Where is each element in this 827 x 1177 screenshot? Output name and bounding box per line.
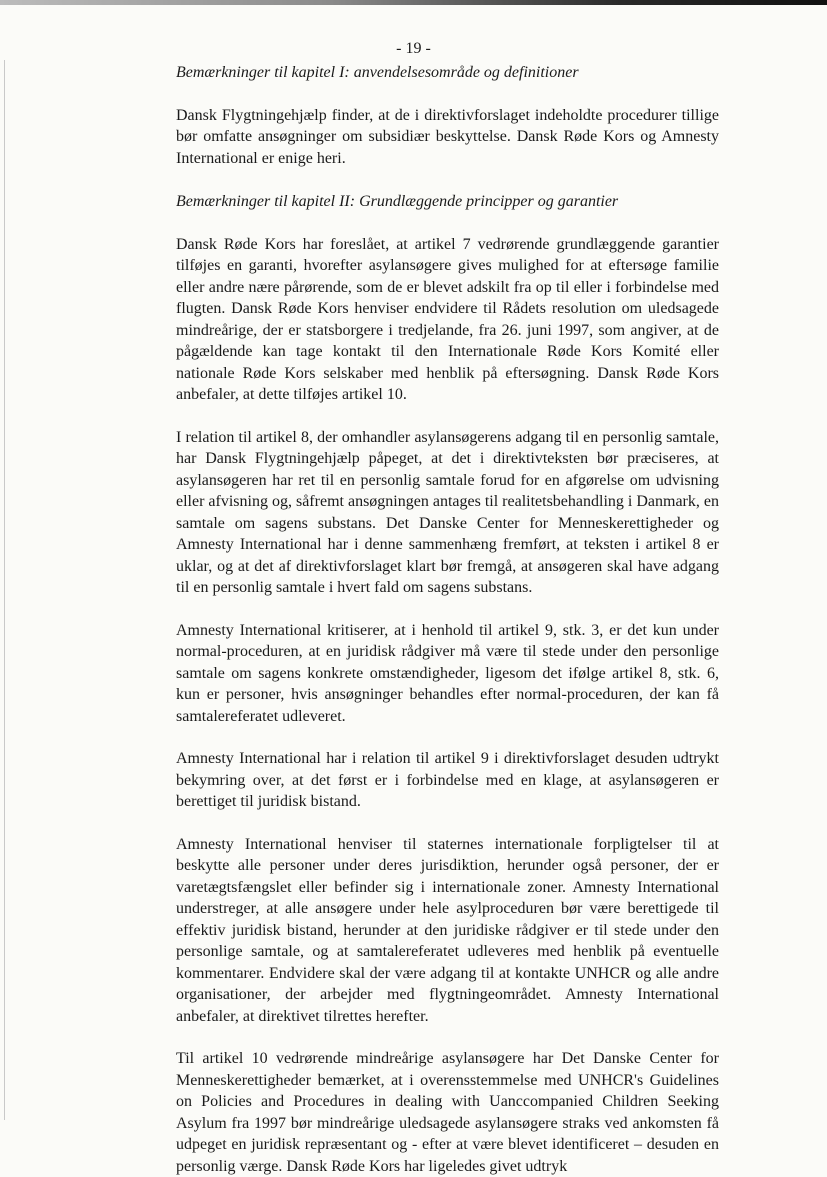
left-margin-rule — [4, 60, 5, 1120]
document-body — [176, 62, 719, 1177]
page-number: - 19 - — [396, 40, 431, 57]
paragraph: Dansk Flygtningehjælp finder, at de i direktivforslaget indeholdte procedurer tillige bør omfatte ansøgninger om subsidiær beskyttelse. Dansk Røde Kors og Amnesty International er enige heri. — [176, 106, 719, 167]
section-heading-chapter-1: Bemærkninger til kapitel I: anvendelsesområde og definitioner — [176, 64, 579, 81]
paragraph: Til artikel 10 vedrørende mindreårige asylansøgere har Det Danske Center for Menneskerettigheder bemærket, at i overensstemmelse med UNHCR's Guidelines on Policies and Procedures in dealing with Uanccompanied Children Seeking Asylum fra 1997 bør mindreårige uledsagede asylansøgere straks ved ankomsten få udpeget en juridisk repræsentant og - efter at være blevet identificeret – desuden en personlig værge. Dansk Røde Kors har ligeledes givet udtryk — [176, 1050, 719, 1175]
paragraph: Dansk Røde Kors har foreslået, at artikel 7 vedrørende grundlæggende garantier tilføjes en garanti, hvorefter asylansøgere gives mulighed for at eftersøge familie eller andre nære pårørende, som de er blevet adskilt fra op til eller i forbindelse med flugten. Dansk Røde Kors henviser endvidere til Rådets resolution om uledsagede mindreårige, der er statsborgere i tredjelande, fra 26. juni 1997, som angiver, at de pågældende kan tage kontakt til den Internationale Røde Kors Komité eller nationale Røde Kors selskaber med henblik på eftersøgning. Dansk Røde Kors anbefaler, at dette tilføjes artikel 10. — [176, 235, 719, 403]
paragraph: Amnesty International henviser til staternes internationale forpligtelser til at beskytte alle personer under deres jurisdiktion, herunder også personer, der er varetægtsfængslet eller befinder sig i internationale zoner. Amnesty International understreger, at alle ansøgere under hele asylproceduren bør være berettigede til effektiv juridisk bistand, herunder at den juridiske rådgiver er til stede under den personlige samtale, og at samtalereferatet udleveres med henblik på eventuelle kommentarer. Endvidere skal der være adgang til at kontakte UNHCR og alle andre organisationer, der arbejder med flygtningeområdet. Amnesty International anbefaler, at direktivet tilrettes herefter. — [176, 835, 719, 1025]
paragraph: Amnesty International kritiserer, at i henhold til artikel 9, stk. 3, er det kun under normal-proceduren, at en juridisk rådgiver må være til stede under den personlige samtale om sagens konkrete omstændigheder, ligesom det ifølge artikel 8, stk. 6, kun er personer, hvis ansøgninger behandles efter normal-proceduren, der kan få samtalereferatet udleveret. — [176, 621, 719, 725]
paragraph: Amnesty International har i relation til artikel 9 i direktivforslaget desuden udtrykt bekymring over, at det først er i forbindelse med en klage, at asylansøgeren er berettiget til juridisk bistand. — [176, 750, 719, 810]
top-edge-rule — [0, 0, 827, 5]
section-heading-chapter-2: Bemærkninger til kapitel II: Grundlæggende principper og garantier — [176, 193, 619, 210]
paragraph: I relation til artikel 8, der omhandler asylansøgerens adgang til en personlig samtale, har Dansk Flygtningehjælp påpeget, at det i direktivteksten bør præciseres, at asylansøgeren har ret til en personlig samtale forud for en afgørelse om udvisning eller afvisning og, såfremt ansøgningen antages til realitetsbehandling i Danmark, en samtale om sagens substans. Det Danske Center for Menneskerettigheder og Amnesty International har i denne sammenhæng fremført, at teksten i artikel 8 er uklar, og at det af direktivforslaget klart bør fremgå, at ansøgeren skal have adgang til en personlig samtale i hvert fald om sagens substans. — [176, 428, 719, 596]
